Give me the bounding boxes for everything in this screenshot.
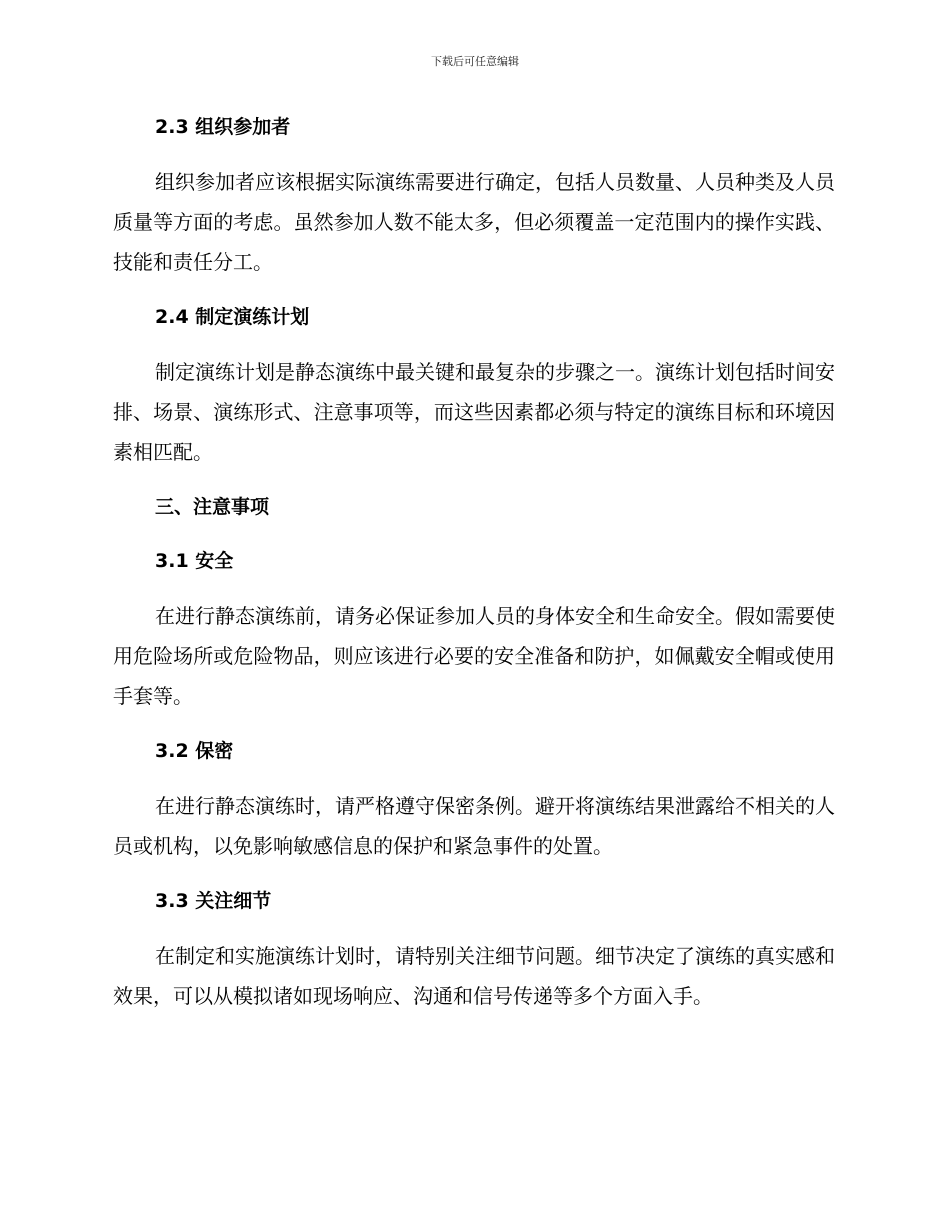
section-paragraph-3-2: 在进行静态演练时，请严格遵守保密条例。避开将演练结果泄露给不相关的人员或机构，以免影响敏感信息的保护和紧急事件的处置。 [113,794,835,858]
section-heading-3: 三、注意事项 [155,496,270,518]
section-paragraph-2-3: 组织参加者应该根据实际演练需要进行确定，包括人员数量、人员种类及人员质量等方面的考虑。虽然参加人数不能太多，但必须覆盖一定范围内的操作实践、技能和责任分工。 [113,170,835,274]
section-heading-3-1: 3.1 安全 [155,550,234,572]
section-heading-2-4: 2.4 制定演练计划 [155,306,310,328]
section-paragraph-2-4: 制定演练计划是静态演练中最关键和最复杂的步骤之一。演练计划包括时间安排、场景、演练形式、注意事项等，而这些因素都必须与特定的演练目标和环境因素相匹配。 [113,360,835,464]
section-heading-3-2: 3.2 保密 [155,740,234,762]
section-paragraph-3-3: 在制定和实施演练计划时，请特别关注细节问题。细节决定了演练的真实感和效果，可以从模拟诸如现场响应、沟通和信号传递等多个方面入手。 [113,944,835,1008]
section-heading-3-3: 3.3 关注细节 [155,890,272,912]
section-heading-2-3: 2.3 组织参加者 [155,116,291,138]
page-header: 下载后可任意编辑 [431,55,519,68]
section-paragraph-3-1: 在进行静态演练前，请务必保证参加人员的身体安全和生命安全。假如需要使用危险场所或危险物品，则应该进行必要的安全准备和防护，如佩戴安全帽或使用手套等。 [113,604,835,708]
document-body [113,108,835,1016]
